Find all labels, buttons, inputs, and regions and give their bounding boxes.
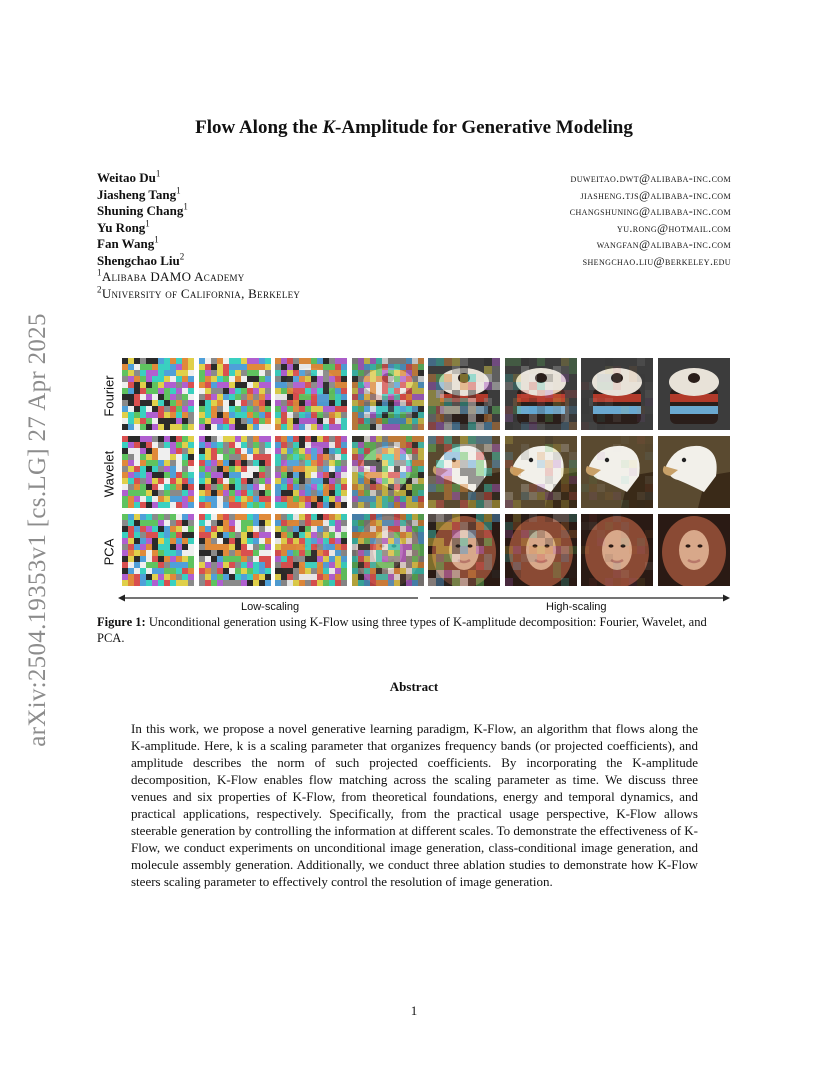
generated-sample-fourier: [505, 358, 577, 430]
generated-sample-fourier: [199, 358, 271, 430]
author: Jiasheng Tang$^1$: [97, 185, 181, 202]
row-label-pca: PCA: [101, 538, 117, 566]
generated-sample-wavelet: [581, 436, 653, 508]
row-label-fourier: Fourier: [101, 375, 117, 417]
affiliation: $^1$Alibaba DAMO Academy: [97, 267, 245, 284]
generated-sample-fourier: [352, 358, 424, 430]
row-label-wavelet: Wavelet: [101, 450, 117, 498]
author-email: shengchao.liu@berkeley.edu: [582, 253, 731, 268]
author: Weitao Du$^1$: [97, 168, 161, 185]
page-number: 1: [410, 1003, 418, 1018]
author: Fan Wang$^1$: [97, 234, 159, 251]
generated-sample-fourier: [658, 358, 730, 430]
author-email: jiasheng.tjs@alibaba-inc.com: [580, 187, 731, 202]
affiliation: $^2$University of California, Berkeley: [97, 284, 301, 301]
generated-sample-pca: [199, 514, 271, 586]
scaling-arrow: [118, 593, 730, 603]
abstract-heading: Abstract: [389, 679, 439, 694]
figure-generation-grid: [98, 358, 730, 618]
author: Yu Rong$^1$: [97, 218, 150, 235]
low-scaling-label: Low-scaling: [241, 601, 300, 613]
generated-sample-wavelet: [658, 436, 730, 508]
generated-sample-pca: [428, 514, 500, 586]
generated-sample-fourier: [428, 358, 500, 430]
generated-sample-pca: [275, 514, 347, 586]
generated-sample-fourier: [275, 358, 347, 430]
generated-sample-fourier: [122, 358, 194, 430]
abstract-text: In this work, we propose a novel generative learning paradigm, K-Flow, an algorithm that flows along the K-amplitude. Here, k is a scaling parameter that organizes frequency bands (or projected coefficients), and amplitude describes the norm of such projected coefficients. By incorporating the K-amplitude decomposition, K-Flow enables flow matching across the scaling parameter as time. We discuss three venues and six properties of K-Flow, from theoretical foundations, energy and temporal dynamics, and practical applications, respectively. Specifically, from the practical usage perspective, K-Flow allows steerable generation by controlling the information at different scales. To demonstrate the effectiveness of K-Flow, we conduct experiments on unconditional image generation, class-conditional image generation, and molecule assembly generation. Additionally, we conduct three ablation studies to demonstrate how K-Flow steers scaling parameter to effectively control the resolution of image generation.: [131, 721, 698, 889]
generated-sample-pca: [352, 514, 424, 586]
author-email: yu.rong@hotmail.com: [617, 220, 731, 235]
author-email: wangfan@alibaba-inc.com: [596, 237, 731, 251]
generated-sample-wavelet: [352, 436, 424, 508]
author-email: changshuning@alibaba-inc.com: [569, 204, 731, 218]
high-scaling-label: High-scaling: [546, 601, 607, 613]
generated-sample-wavelet: [505, 436, 577, 508]
author: Shuning Chang$^1$: [97, 201, 188, 218]
arxiv-id: arXiv:2504.19353v1 [cs.LG] 27 Apr 2025: [24, 313, 51, 747]
figure-caption: Figure 1: Unconditional generation using K-Flow using three types of K-amplitude decomposition: Fourier, Wavelet, and PCA.: [97, 615, 707, 645]
generated-sample-wavelet: [122, 436, 194, 508]
generated-sample-wavelet: [428, 436, 500, 508]
author-list: [97, 170, 300, 302]
generated-sample-wavelet: [275, 436, 347, 508]
generated-sample-pca: [505, 514, 577, 586]
author: Shengchao Liu$^2$: [97, 251, 185, 268]
author-email: duweitao.dwt@alibaba-inc.com: [570, 171, 731, 185]
generated-sample-pca: [658, 514, 730, 586]
generated-sample-wavelet: [199, 436, 271, 508]
generated-sample-fourier: [581, 358, 653, 430]
generated-sample-pca: [581, 514, 653, 586]
generated-sample-pca: [122, 514, 194, 586]
paper-title: Flow Along the K-Amplitude for Generative Modeling: [195, 117, 633, 138]
email-list: [570, 170, 731, 269]
